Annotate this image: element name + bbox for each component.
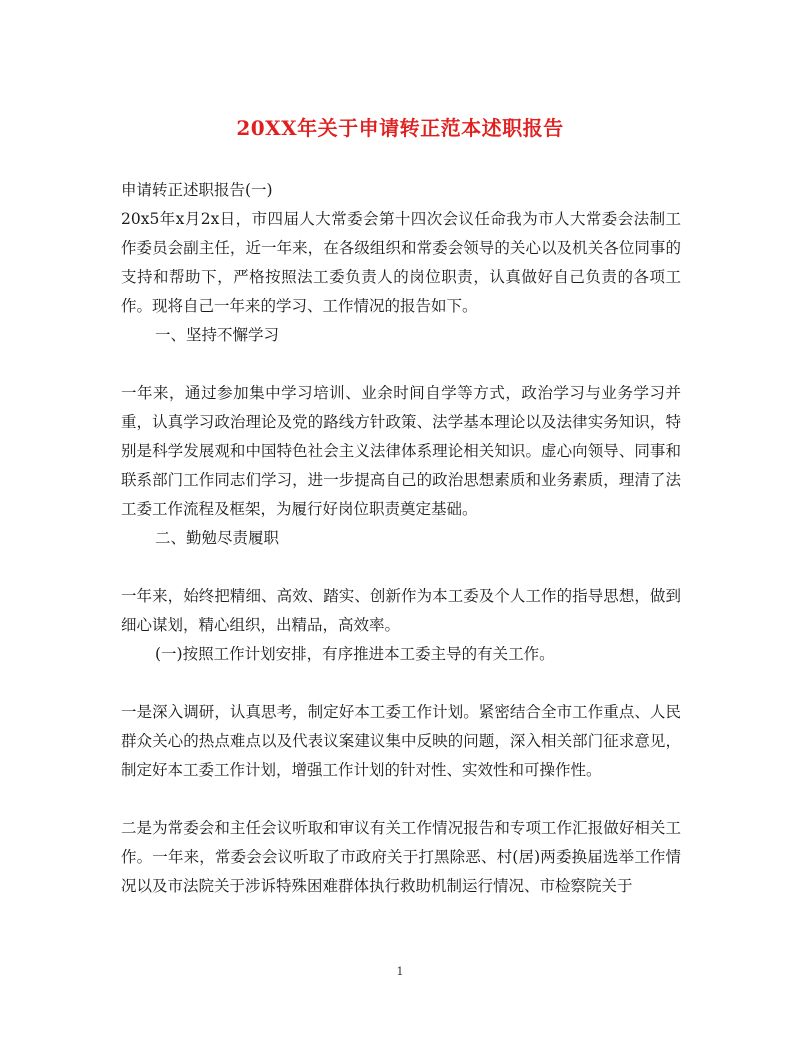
paragraph-spacer xyxy=(121,669,681,698)
page-number: 1 xyxy=(396,965,404,978)
paragraph-duty: 一年来，始终把精细、高效、踏实、创新作为本工委及个人工作的指导思想，做到细心谋划，精心组织，出精品，高效率。 xyxy=(121,587,681,634)
page-title: 20XX年关于申请转正范本述职报告 xyxy=(236,116,564,140)
paragraph-study: 一年来，通过参加集中学习培训、业余时间自学等方式，政治学习与业务学习并重，认真学习政治理论及党的路线方针政策、法学基本理论以及法律实务知识，特别是科学发展观和中国特色社会主义法律体系理论相关知识。虚心向领导、同事和联系部门工作同志们学习，进一步提高自己的政治思想素质和业务素质，理清了法工委工作流程及框架，为履行好岗位职责奠定基础。 xyxy=(121,384,681,518)
section-heading-duty: 二、勤勉尽责履职 xyxy=(155,529,280,547)
paragraph-intro: 20x5年x月2x日，市四届人大常委会第十四次会议任命我为市人大常委会法制工作委员会副主任，近一年来，在各级组织和常委会领导的关心以及机关各位同事的支持和帮助下，严格按照法工委负责人的岗位职责，认真做好自己负责的各项工作。现将自己一年来的学习、工作情况的报告如下。 xyxy=(121,210,681,315)
paragraph-research: 一是深入调研，认真思考，制定好本工委工作计划。紧密结合全市工作重点、人民群众关心的热点难点以及代表议案建议集中反映的问题，深入相关部门征求意见，制定好本工委工作计划，增强工作计划的针对性、实效性和可操作性。 xyxy=(121,703,681,779)
paragraph-reports: 二是为常委会和主任会议听取和审议有关工作情况报告和专项工作汇报做好相关工作。一年来，常委会会议听取了市政府关于打黑除恶、村(居)两委换届选举工作情况以及市法院关于涉诉特殊困难群体执行救助机制运行情况、市检察院关于 xyxy=(121,819,681,895)
paragraph-spacer xyxy=(121,553,681,582)
section-heading-study: 一、坚持不懈学习 xyxy=(155,326,280,344)
document-body xyxy=(121,176,681,901)
paragraph-spacer xyxy=(121,350,681,379)
paragraph-spacer xyxy=(121,785,681,814)
subsection-heading-plan: (一)按照工作计划安排，有序推进本工委主导的有关工作。 xyxy=(155,645,555,663)
paragraph-subtitle: 申请转正述职报告(一) xyxy=(121,181,273,199)
